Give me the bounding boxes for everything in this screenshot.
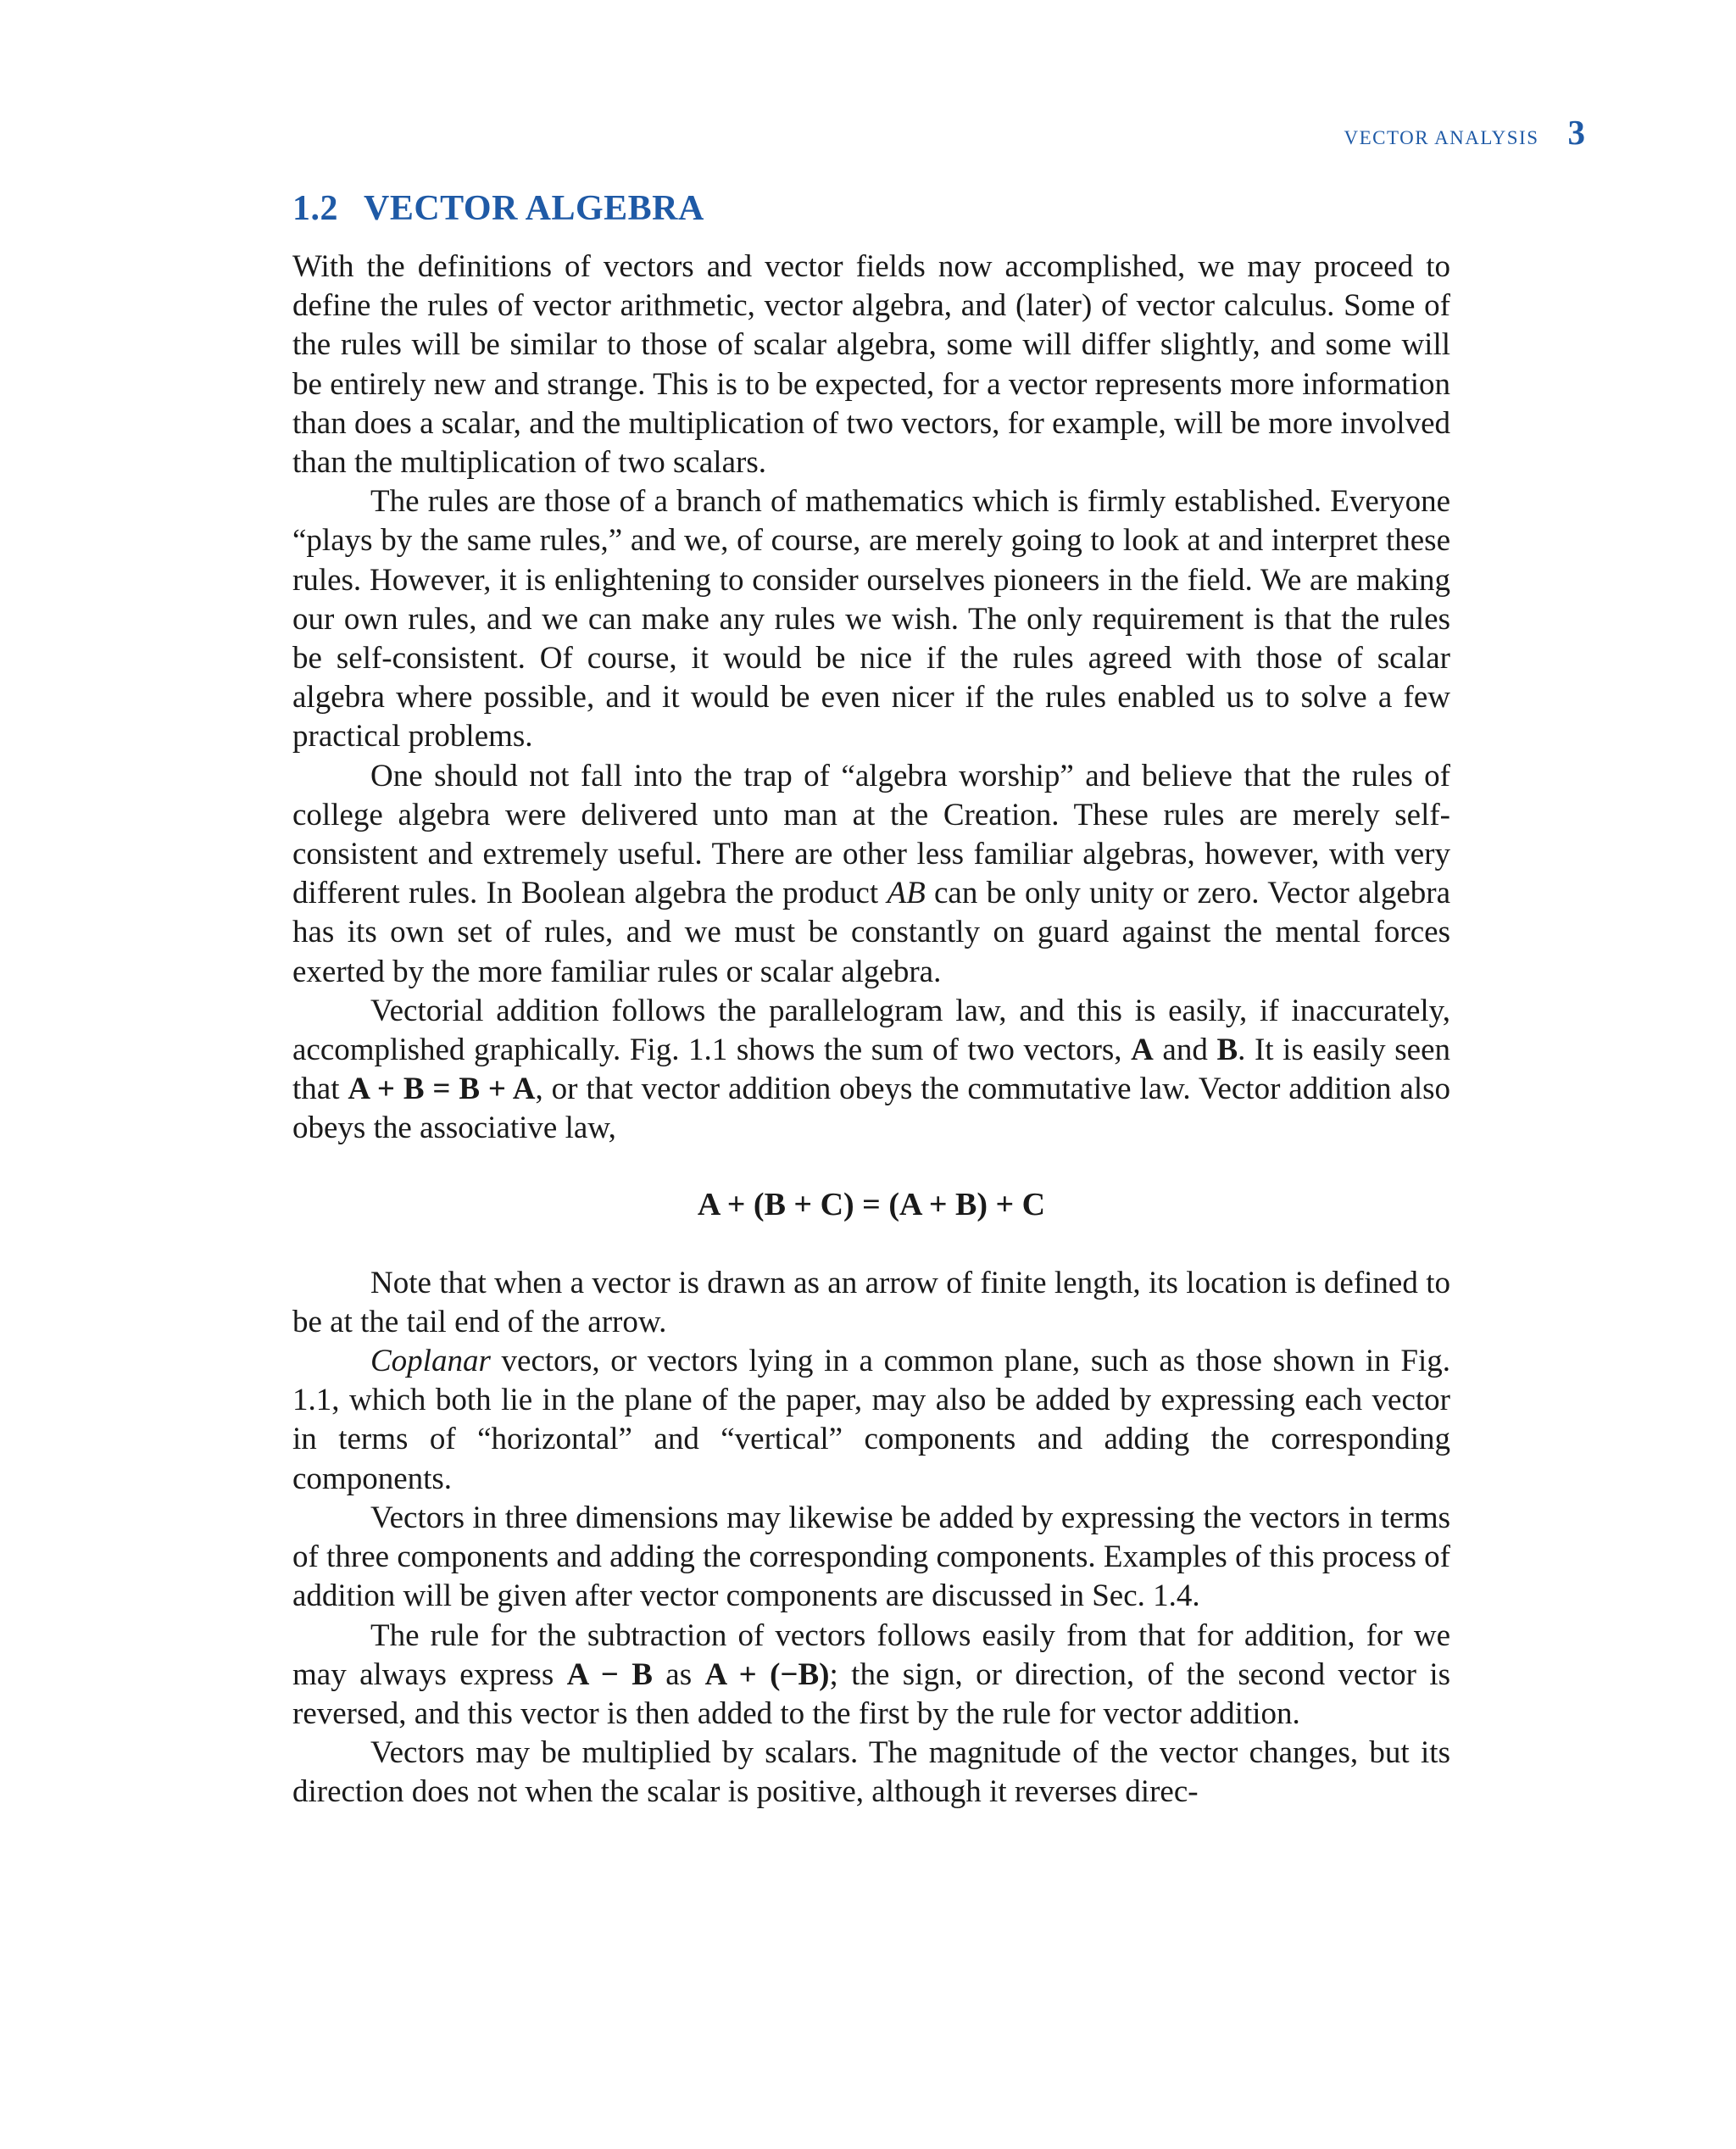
product-ab: AB — [887, 876, 926, 911]
paragraph-4 — [292, 992, 1450, 1149]
running-title: VECTOR ANALYSIS — [1344, 127, 1539, 148]
page-body — [292, 188, 1450, 1812]
paragraph-4-text-3: . It is easily seen that — [292, 1033, 1450, 1107]
running-head — [1344, 112, 1586, 153]
paragraph-3-text-1: One should not fall into the trap of “algebra worship” and believe that the rules of college algebra were delivered unto man at the Creation. These rules are merely self-consistent and extremely useful. There are other less familiar algebras, however, with very different rules. In Boolean algebra the product — [292, 758, 1450, 911]
coplanar-term: Coplanar — [370, 1344, 491, 1379]
paragraph-8-text-2: as — [652, 1656, 705, 1692]
paragraph-6-text: vectors, or vectors lying in a common plane, such as those shown in Fig. 1.1, which both lie in the plane of the paper, may also be added by expressing each vector in terms of “horizontal” and “vertical” components and adding the corresponding components. — [292, 1344, 1450, 1496]
paragraph-6 — [292, 1342, 1450, 1499]
paragraph-1: With the definitions of vectors and vector fields now accomplished, we may proceed to define the rules of vector arithmetic, vector algebra, and (later) of vector calculus. Some of the rules will be similar to those of scalar algebra, some will differ slightly, and some will be entirely new and strange. This is to be expected, for a vector represents more information than does a scalar, and the multiplication of two vectors, for example, will be more involved than the multiplication of two scalars. — [292, 249, 1450, 481]
paragraph-5: Note that when a vector is drawn as an arrow of finite length, its location is defined to be at the tail end of the arrow. — [292, 1265, 1450, 1339]
paragraph-8-text-1: The rule for the subtraction of vectors follows easily from that for addition, for we may always express — [292, 1617, 1450, 1692]
paragraph-4-text-1: Vectorial addition follows the parallelogram law, and this is easily, if inaccurately, accomplished graphically. Fig. 1.1 shows the sum of two vectors, — [292, 993, 1450, 1068]
paragraph-7: Vectors in three dimensions may likewise be added by expressing the vectors in terms of three components and adding the corresponding components. Examples of this process of addition will be given after vector components are discussed in Sec. 1.4. — [292, 1500, 1450, 1614]
section-number: 1.2 — [292, 189, 338, 228]
vector-a: A — [1131, 1033, 1154, 1068]
vector-b: B — [1216, 1033, 1238, 1068]
paragraph-2: The rules are those of a branch of mathematics which is firmly established. Everyone “plays by the same rules,” and we, of course, are merely going to look at and interpret these rules. However, it is enlightening to consider ourselves pioneers in the field. We are making our own rules, and we can make any rules we wish. The only requirement is that the rules be self-consistent. Of course, it would be nice if the rules agreed with those of scalar algebra where possible, and it would be even nicer if the rules enabled us to solve a few practical problems. — [292, 484, 1450, 754]
negated-addition-expression: A + (−B) — [704, 1656, 830, 1692]
section-title: VECTOR ALGEBRA — [364, 189, 704, 228]
paragraph-3 — [292, 757, 1450, 992]
paragraph-8 — [292, 1617, 1450, 1734]
commutative-equation: A + B = B + A — [348, 1072, 536, 1107]
subtraction-expression: A − B — [566, 1656, 653, 1692]
paragraph-3-text-2: can be only unity or zero. Vector algebra has its own set of rules, and we must be constantly on guard against the mental forces exerted by the more familiar rules or scalar algebra. — [292, 876, 1450, 989]
paragraph-8-text-3: ; the sign, or direction, of the second vector is reversed, and this vector is then added to the first by the rule for vector addition. — [292, 1656, 1450, 1731]
paragraph-4-text-2: and — [1153, 1033, 1217, 1068]
paragraph-4-text-4: , or that vector addition obeys the commutative law. Vector addition also obeys the associative law, — [292, 1072, 1451, 1146]
paragraph-9: Vectors may be multiplied by scalars. The magnitude of the vector changes, but its direction does not when the scalar is positive, although it reverses direc- — [292, 1735, 1450, 1810]
associative-equation: A + (B + C) = (A + B) + C — [697, 1186, 1046, 1222]
page-number: 3 — [1567, 113, 1585, 152]
section-heading — [292, 188, 1450, 229]
